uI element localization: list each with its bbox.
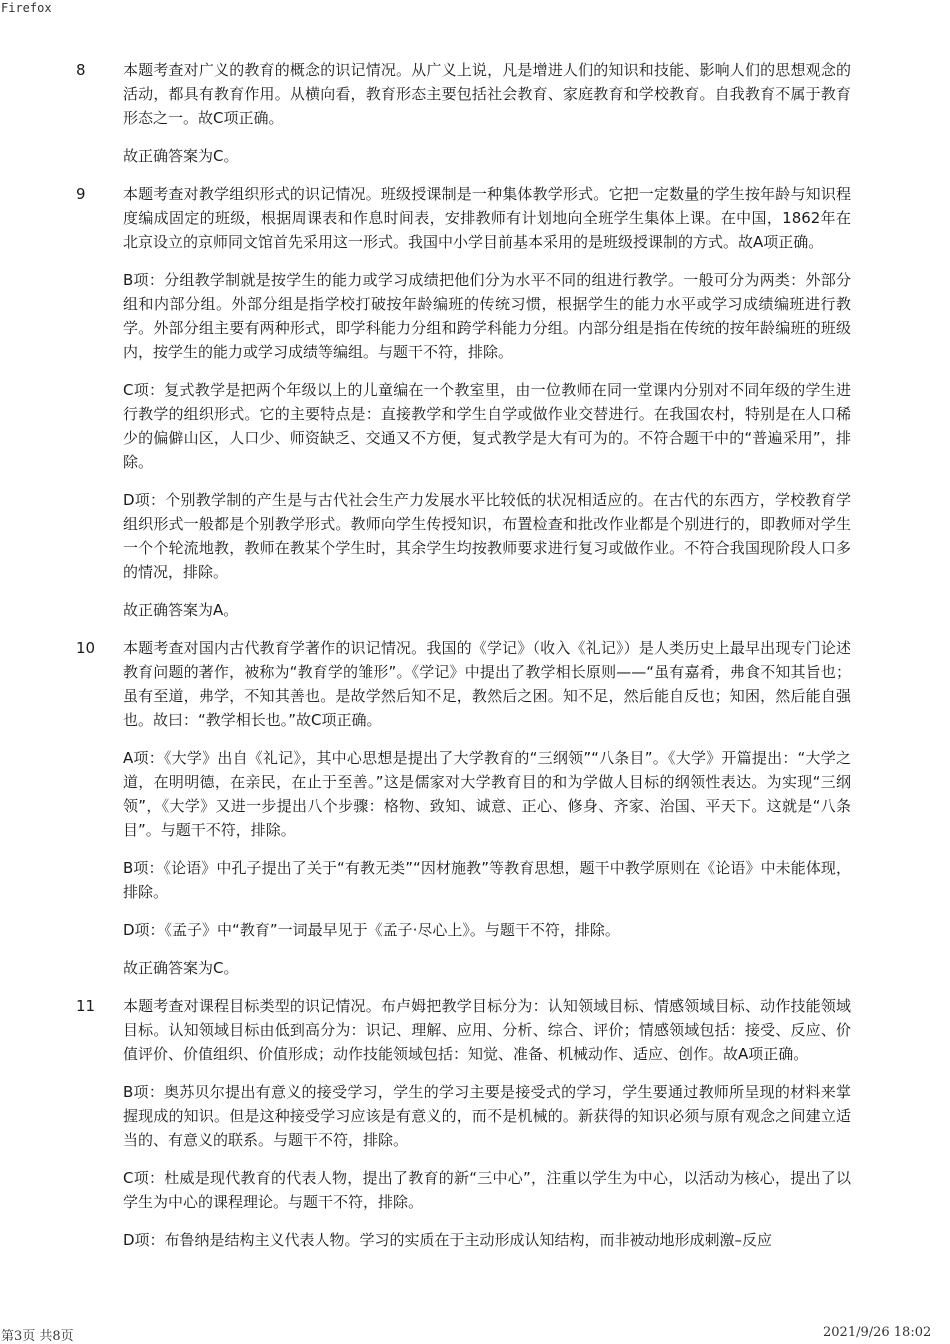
- answer-item-8: [0, 58, 950, 168]
- item-number: 9: [76, 185, 86, 203]
- option-d-paragraph: D项：《孟子》中“教育”一词最早见于《孟子·尽心上》。与题干不符，排除。: [123, 921, 620, 939]
- answer-item-9: [0, 182, 950, 622]
- browser-name: Firefox: [1, 1, 52, 15]
- answer-line: 故正确答案为C。: [123, 147, 239, 165]
- explanation-paragraph: 本题考查对广义的教育的概念的识记情况。从广义上说，凡是增进人们的知识和技能、影响人们的思想观念的活动，都具有教育作用。从横向看，教育形态主要包括社会教育、家庭教育和学校教育。自我教育不属于教育形态之一。故C项正确。: [123, 61, 851, 127]
- option-c-paragraph: C项：复式教学是把两个年级以上的儿童编在一个教室里，由一位教师在同一堂课内分别对不同年级的学生进行教学的组织形式。它的主要特点是：直接教学和学生自学或做作业交替进行。在我国农村，特别是在人口稀少的偏僻山区，人口少、师资缺乏、交通又不方便，复式教学是大有可为的。不符合题干中的“普遍采用”，排除。: [123, 381, 851, 471]
- document-body: [0, 58, 950, 1266]
- option-c-paragraph: C项：杜威是现代教育的代表人物，提出了教育的新“三中心”，注重以学生为中心，以活动为核心，提出了以学生为中心的课程理论。与题干不符，排除。: [123, 1169, 851, 1211]
- option-a-paragraph: A项：《大学》出自《礼记》，其中心思想是提出了大学教育的“三纲领”“八条目”。《大学》开篇提出：“大学之道，在明明德，在亲民，在止于至善。”这是儒家对大学教育目的和为学做人目标的纲领性表达。为实现“三纲领”，《大学》又进一步提出八个步骤：格物、致知、诚意、正心、修身、齐家、治国、平天下。这就是“八条目”。与题干不符，排除。: [123, 749, 851, 839]
- answer-item-11: [0, 994, 950, 1252]
- option-d-paragraph: D项：布鲁纳是结构主义代表人物。学习的实质在于主动形成认知结构，而非被动地形成刺激–反应: [123, 1231, 773, 1249]
- option-d-paragraph: D项：个别教学制的产生是与古代社会生产力发展水平比较低的状况相适应的。在古代的东西方，学校教育学组织形式一般都是个别教学形式。教师向学生传授知识，布置检查和批改作业都是个别进行的，即教师对学生一个个轮流地教，教师在教某个学生时，其余学生均按教师要求进行复习或做作业。不符合我国现阶段人口多的情况，排除。: [123, 491, 851, 581]
- print-timestamp: 2021/9/26 18:02: [823, 1325, 932, 1340]
- option-b-paragraph: B项：奥苏贝尔提出有意义的接受学习，学生的学习主要是接受式的学习，学生要通过教师所呈现的材料来掌握现成的知识。但是这种接受学习应该是有意义的，而不是机械的。新获得的知识必须与原有观念之间建立适当的、有意义的联系。与题干不符，排除。: [123, 1083, 851, 1149]
- item-number: 8: [76, 61, 86, 79]
- explanation-paragraph: 本题考查对教学组织形式的识记情况。班级授课制是一种集体教学形式。它把一定数量的学生按年龄与知识程度编成固定的班级，根据周课表和作息时间表，安排教师有计划地向全班学生集体上课。在中国，1862年在北京设立的京师同文馆首先采用这一形式。我国中小学目前基本采用的是班级授课制的方式。故A项正确。: [123, 185, 851, 251]
- item-number: 11: [76, 997, 96, 1015]
- page-number: 第3页 共8页: [1, 1329, 74, 1344]
- explanation-paragraph: 本题考查对国内古代教育学著作的识记情况。我国的《学记》（收入《礼记》）是人类历史上最早出现专门论述教育问题的著作，被称为“教育学的雏形”。《学记》中提出了教学相长原则——“虽有嘉肴，弗食不知其旨也；虽有至道，弗学，不知其善也。是故学然后知不足，教然后之困。知不足，然后能自反也；知困，然后能自强也。故曰：“教学相长也。”故C项正确。: [123, 639, 851, 729]
- answer-item-10: [0, 636, 950, 980]
- answer-line: 故正确答案为C。: [123, 959, 239, 977]
- option-b-paragraph: B项：《论语》中孔子提出了关于“有教无类”“因材施教”等教育思想，题干中教学原则在《论语》中未能体现，排除。: [123, 859, 851, 901]
- explanation-paragraph: 本题考查对课程目标类型的识记情况。布卢姆把教学目标分为：认知领域目标、情感领域目标、动作技能领域目标。认知领域目标由低到高分为：识记、理解、应用、分析、综合、评价；情感领域包括：接受、反应、价值评价、价值组织、价值形成；动作技能领域包括：知觉、准备、机械动作、适应、创作。故A项正确。: [123, 997, 851, 1063]
- item-number: 10: [76, 639, 96, 657]
- answer-line: 故正确答案为A。: [123, 601, 239, 619]
- option-b-paragraph: B项：分组教学制就是按学生的能力或学习成绩把他们分为水平不同的组进行教学。一般可分为两类：外部分组和内部分组。外部分组是指学校打破按年龄编班的传统习惯，根据学生的能力水平或学习成绩编班进行教学。外部分组主要有两种形式，即学科能力分组和跨学科能力分组。内部分组是指在传统的按年龄编班的班级内，按学生的能力或学习成绩等编组。与题干不符，排除。: [123, 271, 851, 361]
